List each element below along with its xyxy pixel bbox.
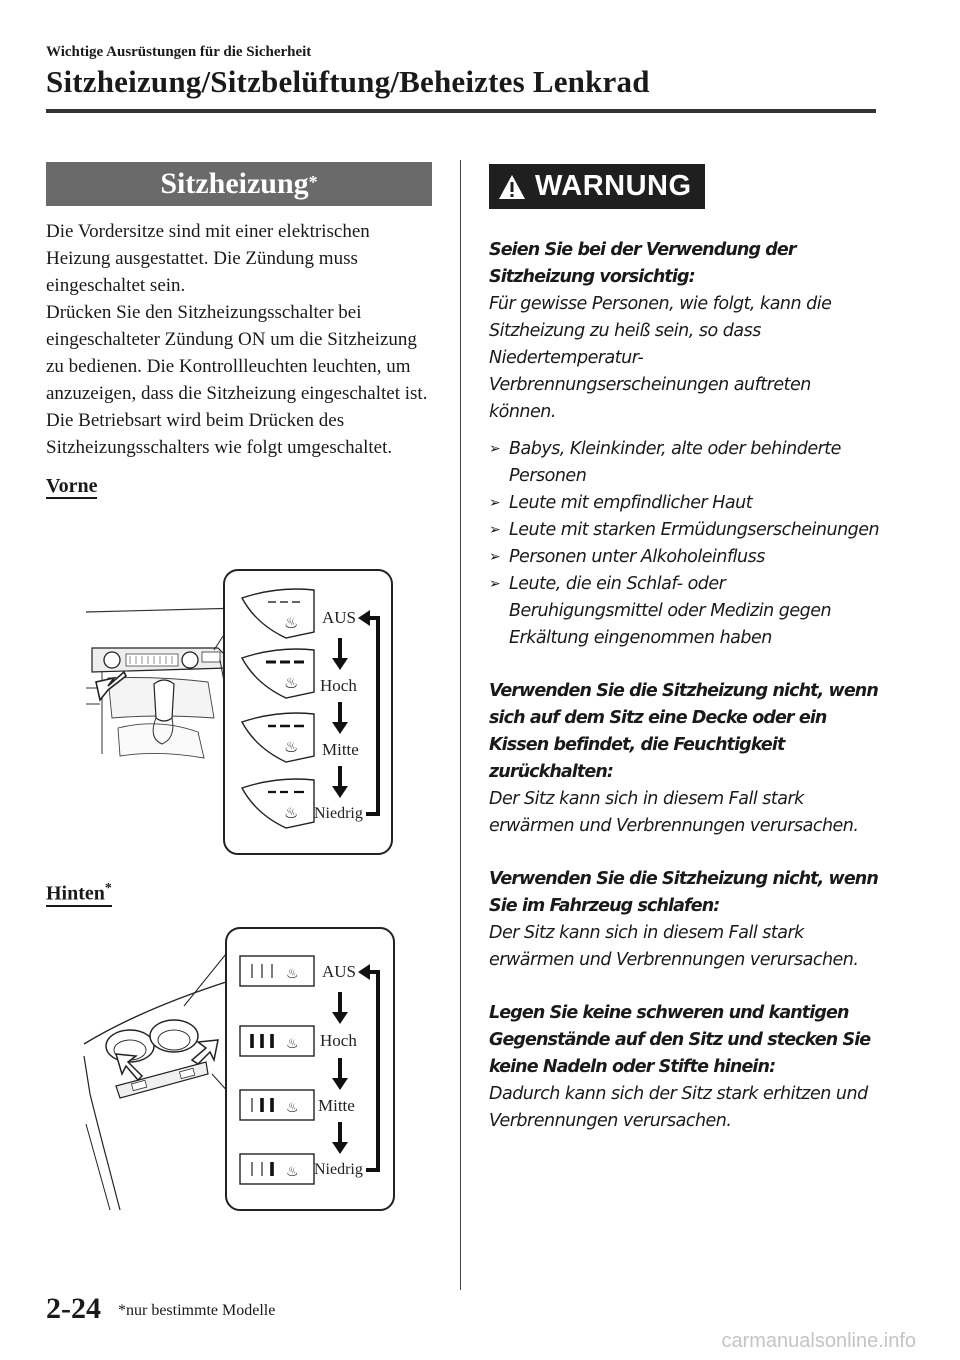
title-rule (46, 109, 876, 113)
page-number: 2-24 (46, 1292, 101, 1325)
svg-text:♨: ♨ (284, 673, 299, 692)
list-item: ➢ Leute mit empfindlicher Haut (489, 490, 881, 517)
warning-label: WARNUNG (535, 170, 692, 202)
front-console-figure (78, 568, 398, 858)
list-item: ➢ Leute, die ein Schlaf- oder Beruhigungsmittel oder Medizin gegen Erkältung eingenommen haben (489, 571, 881, 652)
footnote: *nur bestimmte Modelle (118, 1302, 276, 1319)
rear-mode-high: Hoch (320, 1031, 357, 1050)
front-mode-low: Niedrig (314, 805, 363, 822)
left-column (46, 162, 432, 499)
warning-block-1-heading: Seien Sie bei der Verwendung der Sitzheizung vorsichtig: (489, 240, 796, 287)
warning-triangle-icon (497, 173, 527, 201)
warning-block-2 (489, 678, 881, 840)
section-title-mark: * (308, 172, 318, 192)
svg-text:♨: ♨ (286, 1164, 299, 1180)
svg-text:♨: ♨ (284, 737, 299, 756)
watermark: carmanualsonline.info (721, 1330, 916, 1352)
warning-block-4 (489, 1000, 881, 1135)
section-title: Sitzheizung (160, 167, 309, 200)
warning-block-2-heading: Verwenden Sie die Sitzheizung nicht, wenn sich auf dem Sitz eine Decke oder ein Kissen befindet, die Feuchtigkeit zurückhalten: (489, 681, 878, 782)
rear-heading-mark: * (104, 881, 112, 896)
right-column (489, 164, 881, 1135)
rear-mode-off: AUS (322, 962, 357, 981)
warning-block-3-body: Der Sitz kann sich in diesem Fall stark erwärmen und Verbrennungen verursachen. (489, 923, 859, 970)
svg-text:♨: ♨ (286, 1036, 299, 1052)
rear-mode-mid: Mitte (318, 1096, 355, 1115)
svg-text:♨: ♨ (286, 966, 299, 982)
rear-switch-mid (240, 1090, 314, 1120)
front-heading: Vorne (46, 475, 98, 497)
warning-banner (489, 164, 705, 209)
column-divider (460, 160, 461, 1290)
section-banner (46, 162, 432, 206)
page-title: Sitzheizung/Sitzbelüftung/Beheiztes Lenkrad (46, 64, 650, 99)
rear-console-figure (80, 924, 400, 1214)
svg-text:♨: ♨ (284, 613, 299, 632)
warning-block-4-body: Dadurch kann sich der Sitz stark erhitzen und Verbrennungen verursachen. (489, 1084, 868, 1131)
warning-block-3 (489, 866, 881, 974)
triangle-bullet-icon: ➢ (489, 549, 501, 565)
risk-group-list (489, 436, 881, 652)
rear-console-illustration (80, 924, 400, 1214)
svg-text:♨: ♨ (284, 803, 299, 822)
warning-block-4-heading: Legen Sie keine schweren und kantigen Gegenstände auf den Sitz und stecken Sie keine Nadeln oder Stifte hinein: (489, 1003, 871, 1077)
warning-block-1-body: Für gewisse Personen, wie folgt, kann die Sitzheizung zu heiß sein, so dass Niedertemperatur-Verbrennungserscheinungen auftreten können. (489, 294, 832, 422)
front-console-illustration (78, 568, 398, 858)
warning-block-2-body: Der Sitz kann sich in diesem Fall stark erwärmen und Verbrennungen verursachen. (489, 789, 859, 836)
operation-paragraph: Drücken Sie den Sitzheizungsschalter bei eingeschalteter Zündung ON um die Sitzheizung zu bedienen. Die Kontrollleuchten leuchten, um anzuzeigen, dass die Sitzheizung eingeschaltet ist. Die Betriebsart wird beim Drücken des Sitzheizungsschalters wie folgt umgeschaltet. (46, 302, 428, 458)
intro-paragraph: Die Vordersitze sind mit einer elektrischen Heizung ausgestattet. Die Zündung muss eingeschaltet sein. (46, 221, 370, 296)
warning-block-3-heading: Verwenden Sie die Sitzheizung nicht, wenn Sie im Fahrzeug schlafen: (489, 869, 878, 916)
list-item: ➢ Leute mit starken Ermüdungserscheinungen (489, 517, 881, 544)
triangle-bullet-icon: ➢ (489, 495, 501, 511)
running-head: Wichtige Ausrüstungen für die Sicherheit (46, 44, 312, 60)
triangle-bullet-icon: ➢ (489, 441, 501, 457)
triangle-bullet-icon: ➢ (489, 576, 501, 592)
svg-text:♨: ♨ (286, 1100, 299, 1116)
rear-heading: Hinten* (46, 878, 112, 907)
rear-switch-off (240, 956, 314, 986)
triangle-bullet-icon: ➢ (489, 522, 501, 538)
front-mode-high: Hoch (320, 676, 357, 695)
list-item: ➢ Personen unter Alkoholeinfluss (489, 544, 881, 571)
front-mode-off: AUS (322, 608, 357, 627)
rear-switch-high (240, 1026, 314, 1056)
front-mode-mid: Mitte (322, 740, 359, 759)
list-item: ➢ Babys, Kleinkinder, alte oder behinderte Personen (489, 436, 881, 490)
rear-switch-low (240, 1154, 314, 1184)
rear-mode-low: Niedrig (314, 1161, 363, 1178)
warning-block-1 (489, 237, 881, 426)
